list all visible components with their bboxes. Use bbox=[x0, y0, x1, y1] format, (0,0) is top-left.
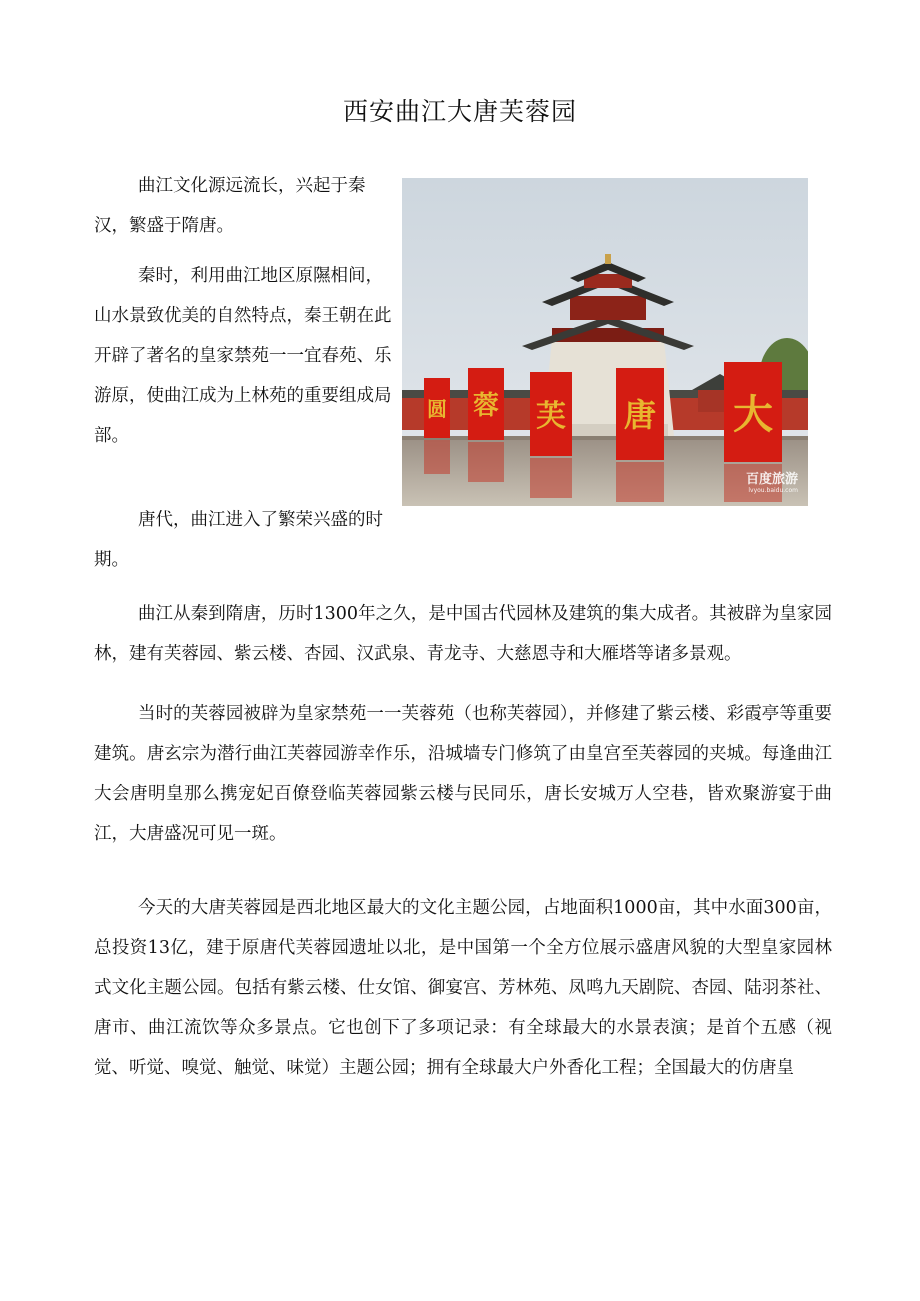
paragraph-3: 唐代，曲江进入了繁荣兴盛的时期。 bbox=[94, 510, 383, 570]
park-gate-photo bbox=[402, 178, 808, 506]
paragraph-1: 曲江文化源远流长，兴起于秦汉，繁盛于隋唐。 bbox=[94, 176, 366, 236]
paragraph-2: 秦时，利用曲江地区原隰相间，山水景致优美的自然特点，秦王朝在此开辟了著名的皇家禁苑一一宜春苑、乐游原，使曲江成为上林苑的重要组成局部。 bbox=[94, 266, 392, 446]
sign-char-3: 芙 bbox=[536, 399, 566, 434]
park-gate-illustration bbox=[402, 178, 808, 506]
photo-watermark bbox=[746, 468, 798, 494]
paragraph-5: 当时的芙蓉园被辟为皇家禁苑一一芙蓉苑（也称芙蓉园），并修建了紫云楼、彩霞亭等重要建筑。唐玄宗为潜行曲江芙蓉园游幸作乐，沿城墙专门修筑了由皇宫至芙蓉园的夹城。每逢曲江大会唐明皇那么携宠妃百僚登临芙蓉园紫云楼与民同乐，唐长安城万人空巷，皆欢聚游宴于曲江，大唐盛况可见一斑。 bbox=[94, 704, 832, 844]
sign-char-1: 圆 bbox=[427, 397, 447, 421]
watermark-url: lvyou.baidu.com bbox=[748, 487, 798, 494]
sign-char-4: 唐 bbox=[623, 396, 657, 434]
document-title: 西安曲江大唐芙蓉园 bbox=[342, 97, 577, 126]
sign-char-5: 大 bbox=[733, 391, 773, 438]
paragraph-4: 曲江从秦到隋唐，历时1300年之久，是中国古代园林及建筑的集大成者。其被辟为皇家园林，建有芙蓉园、紫云楼、杏园、汉武泉、青龙寺、大慈恩寺和大雁塔等诸多景观。 bbox=[94, 604, 832, 664]
paragraph-6: 今天的大唐芙蓉园是西北地区最大的文化主题公园，占地面积1000亩，其中水面300亩，总投资13亿，建于原唐代芙蓉园遗址以北，是中国第一个全方位展示盛唐风貌的大型皇家园林式文化主题公园。包括有紫云楼、仕女馆、御宴宫、芳林苑、凤鸣九天剧院、杏园、陆羽茶社、唐市、曲江流饮等众多景点。它也创下了多项记录：有全球最大的水景表演；是首个五感（视觉、听觉、嗅觉、触觉、味觉）主题公园；拥有全球最大户外香化工程；全国最大的仿唐皇 bbox=[94, 898, 832, 1078]
sign-char-2: 蓉 bbox=[472, 391, 500, 421]
watermark-text: 百度旅游 bbox=[745, 472, 798, 487]
